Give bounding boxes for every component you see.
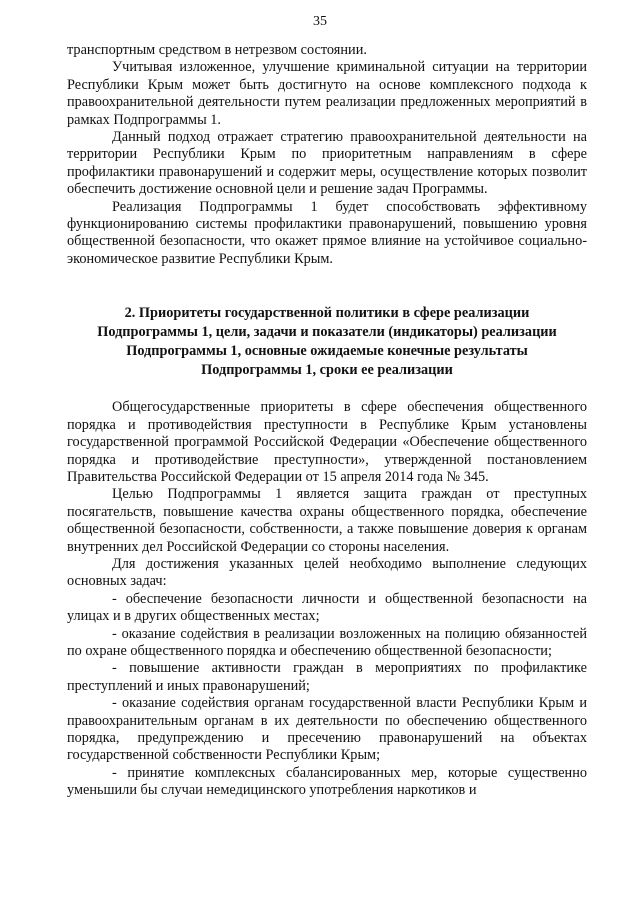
list-item: - оказание содействия в реализации возложенных на полицию обязанностей по охране общественного порядка и обеспечению общественной безопасности; <box>67 625 587 659</box>
list-item: - принятие комплексных сбалансированных мер, которые существенно уменьшили бы случаи немедицинского употребления наркотиков и <box>67 764 587 799</box>
list-item: - обеспечение безопасности личности и общественной безопасности на улицах и в других общественных местах; <box>67 590 587 625</box>
list-item: - оказание содействия органам государственной власти Республики Крым и правоохранительным органам в их деятельности по обеспечению общественного порядка, предупреждению и пресечению правонарушений на объектах государственной собственности Республики Крым; <box>67 695 587 764</box>
list-item: - повышение активности граждан в мероприятиях по профилактике преступлений и иных правонарушений; <box>67 660 587 694</box>
paragraph-tasks-intro: Для достижения указанных целей необходимо выполнение следующих основных задач: <box>67 555 587 590</box>
document-body <box>67 42 587 800</box>
section-heading-line: 2. Приоритеты государственной политики в сфере реализации <box>124 305 530 322</box>
section-heading-line: Подпрограммы 1, сроки ее реализации <box>201 362 453 379</box>
paragraph-continuation: транспортным средством в нетрезвом состоянии. <box>67 42 367 58</box>
paragraph-intro-3: Реализация Подпрограммы 1 будет способствовать эффективному функционированию системы профилактики правонарушений, повышению уровня общественной безопасности, что окажет прямое влияние на устойчивое социально-экономическое развитие Республики Крым. <box>67 198 587 267</box>
paragraph-priorities: Общегосударственные приоритеты в сфере обеспечения общественного порядка и противодействия преступности в Республике Крым установлены государственной программой Российской Федерации «Обеспечение общественного порядка и противодействие преступности», утвержденной постановлением Правительства Российской Федерации от 15 апреля 2014 года № 345. <box>67 399 587 485</box>
paragraph-goal: Целью Подпрограммы 1 является защита граждан от преступных посягательств, повышение качества охраны общественного порядка, обеспечение общественной безопасности, собственности, а также повышение доверия к органам внутренних дел Российской Федерации со стороны населения. <box>67 486 587 555</box>
section-heading-line: Подпрограммы 1, цели, задачи и показатели (индикаторы) реализации <box>97 324 557 341</box>
section-heading-line: Подпрограммы 1, основные ожидаемые конечные результаты <box>126 343 528 360</box>
paragraph-intro-2: Данный подход отражает стратегию правоохранительной деятельности на территории Республики Крым по приоритетным направлениям в сфере профилактики правонарушений и содержит меры, осуществление которых позволит обеспечить достижение основной цели и решение задач Программы. <box>67 129 587 198</box>
page-number: 35 <box>313 14 327 29</box>
section-heading <box>67 304 587 380</box>
paragraph-intro-1: Учитывая изложенное, улучшение криминальной ситуации на территории Республики Крым может быть достигнуто на основе комплексного подхода к правоохранительной деятельности путем реализации предложенных мероприятий в рамках Подпрограммы 1. <box>67 59 587 128</box>
